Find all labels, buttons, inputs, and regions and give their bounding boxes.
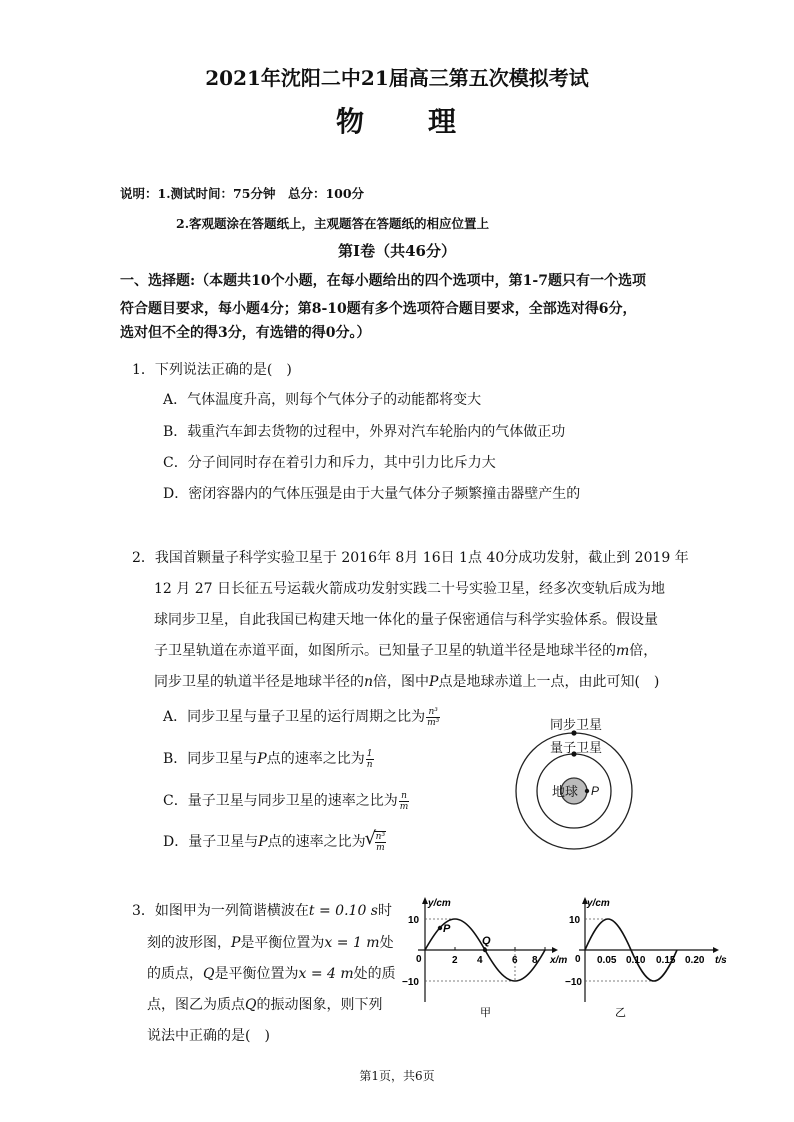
t-tick-label: 0.15 (656, 955, 676, 966)
t-tick-label: 0.05 (597, 955, 617, 966)
subject-title (0, 100, 794, 140)
q2-option-a (163, 706, 440, 728)
q2-line-3: 球同步卫星，自此我国已构建天地一体化的量子保密通信与科学实验体系。假设量 (154, 612, 658, 628)
fraction-numerator: 1 (366, 748, 373, 759)
q2-option-c (163, 790, 409, 812)
q2-var-n: n (364, 674, 374, 690)
label-point-p: P (591, 784, 600, 798)
q3-line-4-b: 的振动图象，则下列 (256, 997, 383, 1013)
x-tick-label: 4 (477, 955, 483, 966)
q3-math-x4: x = 4 m (298, 966, 354, 982)
q3-math-t: t = 0.10 s (308, 903, 378, 919)
q3-line-2-a: 刻的波形图， (147, 935, 231, 951)
orbit-diagram (510, 712, 640, 862)
fraction-numerator: n (399, 791, 410, 802)
q2-option-d (163, 831, 386, 853)
q2-line-1: 2．我国首颗量子科学实验卫星于 2016年 8月 16日 1点 40分成功发射，截止到 2019 年 (132, 550, 689, 566)
q2-line-2: 12 月 27 日长征五号运载火箭成功发射实践二十号实验卫星，经多次变轨后成为地 (154, 581, 665, 597)
fraction-denominator: m (399, 801, 409, 812)
origin-label: 0 (416, 954, 422, 965)
y-tick-top: 10 (408, 915, 420, 926)
origin-label: 0 (575, 954, 581, 965)
y-tick-bottom: −10 (402, 977, 419, 988)
q2-option-d-sqrt (374, 831, 386, 853)
note-line-1: 说明：1.测试时间：75分钟 总分：100分 (120, 186, 365, 201)
q2-line-5-b: 倍，图中 (373, 674, 430, 690)
q2-option-a-text: A．同步卫星与量子卫星的运行周期之比为 (163, 709, 426, 725)
note-line-2: 2.客观题涂在答题纸上，主观题答在答题纸的相应位置上 (176, 216, 490, 231)
q3-line-5: 说法中正确的是( ) (147, 1028, 270, 1044)
graph-caption: 乙 (615, 1007, 626, 1019)
q3-line-3-a: 的质点， (147, 966, 203, 982)
x-tick-label: 8 (532, 955, 538, 966)
q1-option-d: D．密闭容器内的气体压强是由于大量气体分子频繁撞击器壁产生的 (163, 486, 581, 502)
label-q: Q (482, 935, 491, 947)
fraction-denominator: n (366, 759, 373, 770)
q3-line-4 (147, 994, 382, 1014)
q2-option-b-fraction (366, 749, 374, 770)
x-axis-arrow (552, 947, 558, 953)
q2-option-a-fraction (426, 707, 440, 728)
fraction-numerator: n³ (426, 707, 440, 718)
q3-var-q: Q (203, 966, 215, 982)
page-footer: 第1页，共6页 (359, 1069, 435, 1083)
q2-line-5-a: 同步卫星的轨道半径是地球半径的 (154, 674, 364, 690)
q2-line-4-a: 子卫星轨道在赤道平面，如图所示。已知量子卫星的轨道半径是地球半径的 (154, 643, 616, 659)
q3-math-x1: x = 1 m (324, 935, 380, 951)
exam-title: 2021年沈阳二中21届高三第五次模拟考试 (205, 66, 589, 90)
q1-option-c: C．分子间同时存在着引力和斥力，其中引力比斥力大 (163, 455, 496, 471)
q2-option-d-text-a: D．量子卫星与 (163, 834, 259, 850)
t-tick-label: 0.10 (626, 955, 646, 966)
q2-option-d-text-b: 点的速率之比为 (267, 834, 366, 850)
q1-option-b: B．载重汽车卸去货物的过程中，外界对汽车轮胎内的气体做正功 (163, 424, 566, 440)
subject-char-1: 物 (335, 105, 366, 138)
wave-graph-jia (400, 892, 570, 1022)
q2-option-d-fraction (375, 832, 386, 853)
q1-option-a: A．气体温度升高，则每个气体分子的动能都将变大 (163, 392, 482, 408)
y-tick-top: 10 (569, 915, 581, 926)
q2-option-c-fraction (399, 791, 410, 812)
q2-option-c-text: C．量子卫星与同步卫星的速率之比为 (163, 793, 398, 809)
t-axis-arrow (713, 947, 719, 953)
q2-line-4 (154, 640, 657, 660)
fraction-denominator: m³ (427, 717, 440, 728)
label-p: P (443, 923, 451, 935)
x-axis-label: x/m (550, 955, 568, 966)
graph-caption: 甲 (480, 1007, 491, 1019)
q3-line-3-c: 处的质 (353, 966, 396, 982)
section-title: 第Ⅰ卷（共46分） (338, 242, 456, 260)
x-tick-label: 6 (512, 955, 518, 966)
label-earth: 地球 (552, 784, 579, 799)
q3-line-1-b: 时 (378, 903, 392, 919)
fraction-denominator: m (376, 843, 385, 853)
q2-var-m: m (616, 643, 630, 659)
q3-line-1 (132, 900, 392, 920)
q2-option-b (163, 748, 374, 770)
q2-option-d-var: P (258, 834, 268, 850)
label-sync-satellite: 同步卫星 (550, 717, 603, 732)
t-tick-label: 0.20 (685, 955, 705, 966)
fraction-numerator: √ n³ (375, 832, 386, 842)
point-p-dot (438, 926, 442, 930)
q1-stem: 1．下列说法正确的是( ) (132, 362, 292, 378)
instruction-line-2: 符合题目要求，每小题4分；第8-10题有多个选项符合题目要求，全部选对得6分， (120, 301, 637, 317)
q2-line-5-c: 点是地球赤道上一点，由此可知( ) (438, 674, 660, 690)
vibration-graph-yi (565, 892, 735, 1022)
y-axis-label: y/cm (428, 898, 451, 909)
t-axis-label: t/s (715, 955, 727, 966)
q2-option-b-text-a: B．同步卫星与 (163, 751, 258, 767)
subject-char-2: 理 (428, 105, 459, 138)
q3-line-2-b: 是平衡位置为 (240, 935, 325, 951)
q3-line-3 (147, 963, 396, 983)
x-tick-label: 2 (452, 955, 458, 966)
q3-line-1-a: 3．如图甲为一列简谐横波在 (132, 903, 309, 919)
y-tick-bottom: −10 (565, 977, 582, 988)
q2-line-5 (154, 671, 659, 691)
q2-option-b-text-b: 点的速率之比为 (266, 751, 365, 767)
q3-line-3-b: 是平衡位置为 (214, 966, 299, 982)
q2-line-4-b: 倍， (629, 643, 658, 659)
q3-var-q2: Q (245, 997, 257, 1013)
instruction-line-1: 一、选择题:（本题共10个小题，在每小题给出的四个选项中，第1-7题只有一个选项 (120, 273, 646, 289)
instruction-line-3: 选对但不全的得3分，有选错的得0分。） (120, 325, 371, 341)
point-p-dot (585, 789, 589, 793)
q3-line-2 (147, 932, 394, 952)
q3-line-4-a: 点，图乙为质点 (147, 997, 245, 1013)
q3-line-2-c: 处 (379, 935, 394, 951)
q3-var-p: P (231, 935, 241, 951)
q2-var-p: P (429, 674, 439, 690)
label-quantum-satellite: 量子卫星 (550, 740, 603, 755)
q2-option-b-var: P (257, 751, 267, 767)
y-axis-label: y/cm (587, 898, 610, 909)
